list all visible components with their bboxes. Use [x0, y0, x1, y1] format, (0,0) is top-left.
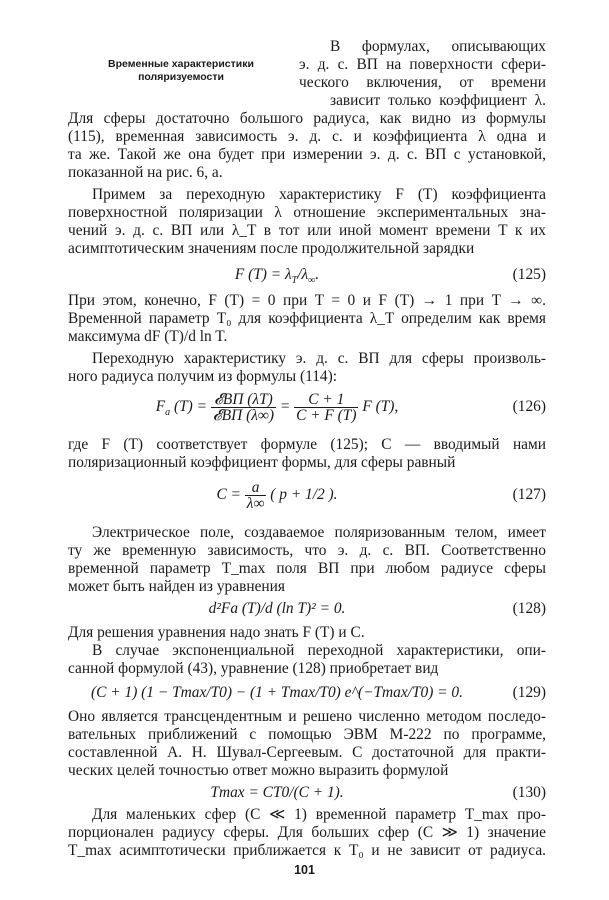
text-line: временной параметр T_max поля ВП при любом радиусе сферы [68, 560, 546, 577]
text-line: ческого включения, от времени [299, 74, 546, 91]
equation-126: $F_a$ (T) = $\frac{\text{𝓔ВП (λT)}}{\text{𝓔ВП (λ∞)}}$ = $\frac{C + 1}{C + F (T)}$ F (T), (126) [155, 391, 546, 424]
text-line: ту же временную зависимость, что э. д. с. ВП. Соответственно [68, 542, 546, 559]
section-side-heading: Временные характеристики поляризуемости [108, 58, 254, 83]
text-line: э. д. с. ВП на поверхности сфери- [299, 56, 546, 73]
text-line: зависит только коэффициент λ. [330, 92, 546, 109]
text-line: ного радиуса получим из формулы (114): [68, 368, 338, 385]
page-number: 101 [294, 863, 315, 877]
text-line: Электрическое поле, создаваемое поляризованным телом, имеет [92, 524, 546, 541]
text-line: Для решения уравнения надо знать F (T) и C. [68, 624, 365, 641]
equation-129: (C + 1) (1 − Tmax/T0) − (1 + Tmax/T0) e^(−Tmax/T0) = 0. (129) [91, 684, 546, 701]
text-line: (115), временная зависимость э. д. с. и коэффициента λ одна и [68, 128, 546, 145]
text-line: Для маленьких сфер (C ≪ 1) временной параметр T_max про- [92, 806, 546, 823]
text-line: где F (T) соответствует формуле (125); C — вводимый нами [68, 436, 546, 453]
equation-number: (128) [512, 600, 546, 617]
text-line: поверхностной поляризации λ отношение экспериментальных зна- [68, 204, 546, 221]
text-line: чений э. д. с. ВП или λ_T в тот или иной момент времени T к их [68, 222, 546, 239]
text-line: вательных приближений с помощью ЭВМ М-222 по программе, [68, 726, 546, 743]
text-line: максимума dF (T)/d ln T. [68, 328, 228, 345]
equation-128: d²Fa (T)/d (ln T)² = 0. (128) [208, 600, 546, 617]
equation-number: (129) [512, 684, 546, 701]
equation-127: C = $\frac{a}{\lambda\infty}$ ( p + 1/2 ). (127) [216, 479, 546, 512]
text-line: Временной параметр T₀ для коэффициента λ_T определим как время [68, 310, 546, 327]
equation-number: (126) [512, 398, 546, 415]
text-line: Для сферы достаточно большого радиуса, как видно из формулы [68, 110, 546, 127]
text-line: При этом, конечно, F (T) = 0 при T = 0 и F (T) → 1 при T → ∞. [68, 292, 546, 309]
text-line: поляризационный коэффициент формы, для сферы равный [68, 454, 456, 471]
text-line: ческих целей точностью ответ можно выразить формулой [68, 762, 449, 779]
equation-125: F $(T) = \lambda_T/\lambda_\infty$. (125) [234, 266, 546, 287]
equation-number: (130) [512, 784, 546, 801]
text-line: T_max асимптотически приближается к T₀ и не зависит от радиуса. [68, 842, 546, 859]
equation-number: (127) [512, 486, 546, 503]
text-line: Оно является трансцендентным и решено численно методом последо- [68, 708, 546, 725]
text-line: Переходную характеристику э. д. с. ВП для сферы произволь- [92, 350, 546, 367]
text-line: В формулах, описывающих [330, 38, 546, 55]
text-line: В случае экспоненциальной переходной характеристики, опи- [92, 642, 546, 659]
text-line: показанной на рис. 6, а. [68, 164, 223, 181]
equation-number: (125) [512, 266, 546, 283]
text-line: может быть найден из уравнения [68, 578, 285, 595]
text-line: та же. Такой же она будет при измерении э. д. с. ВП с установкой, [68, 146, 546, 163]
text-line: санной формулой (43), уравнение (128) приобретает вид [68, 660, 439, 677]
text-line: асимптотическим значениям после продолжительной зарядки [68, 240, 475, 257]
text-line: Примем за переходную характеристику F (T) коэффициента [92, 186, 546, 203]
text-line: составленной А. Н. Шувал-Сергеевым. С достаточной для практи- [68, 744, 546, 761]
equation-130: Tmax = CT0/(C + 1). (130) [210, 784, 546, 801]
text-line: порционален радиусу сферы. Для больших сфер (C ≫ 1) значение [68, 824, 546, 841]
